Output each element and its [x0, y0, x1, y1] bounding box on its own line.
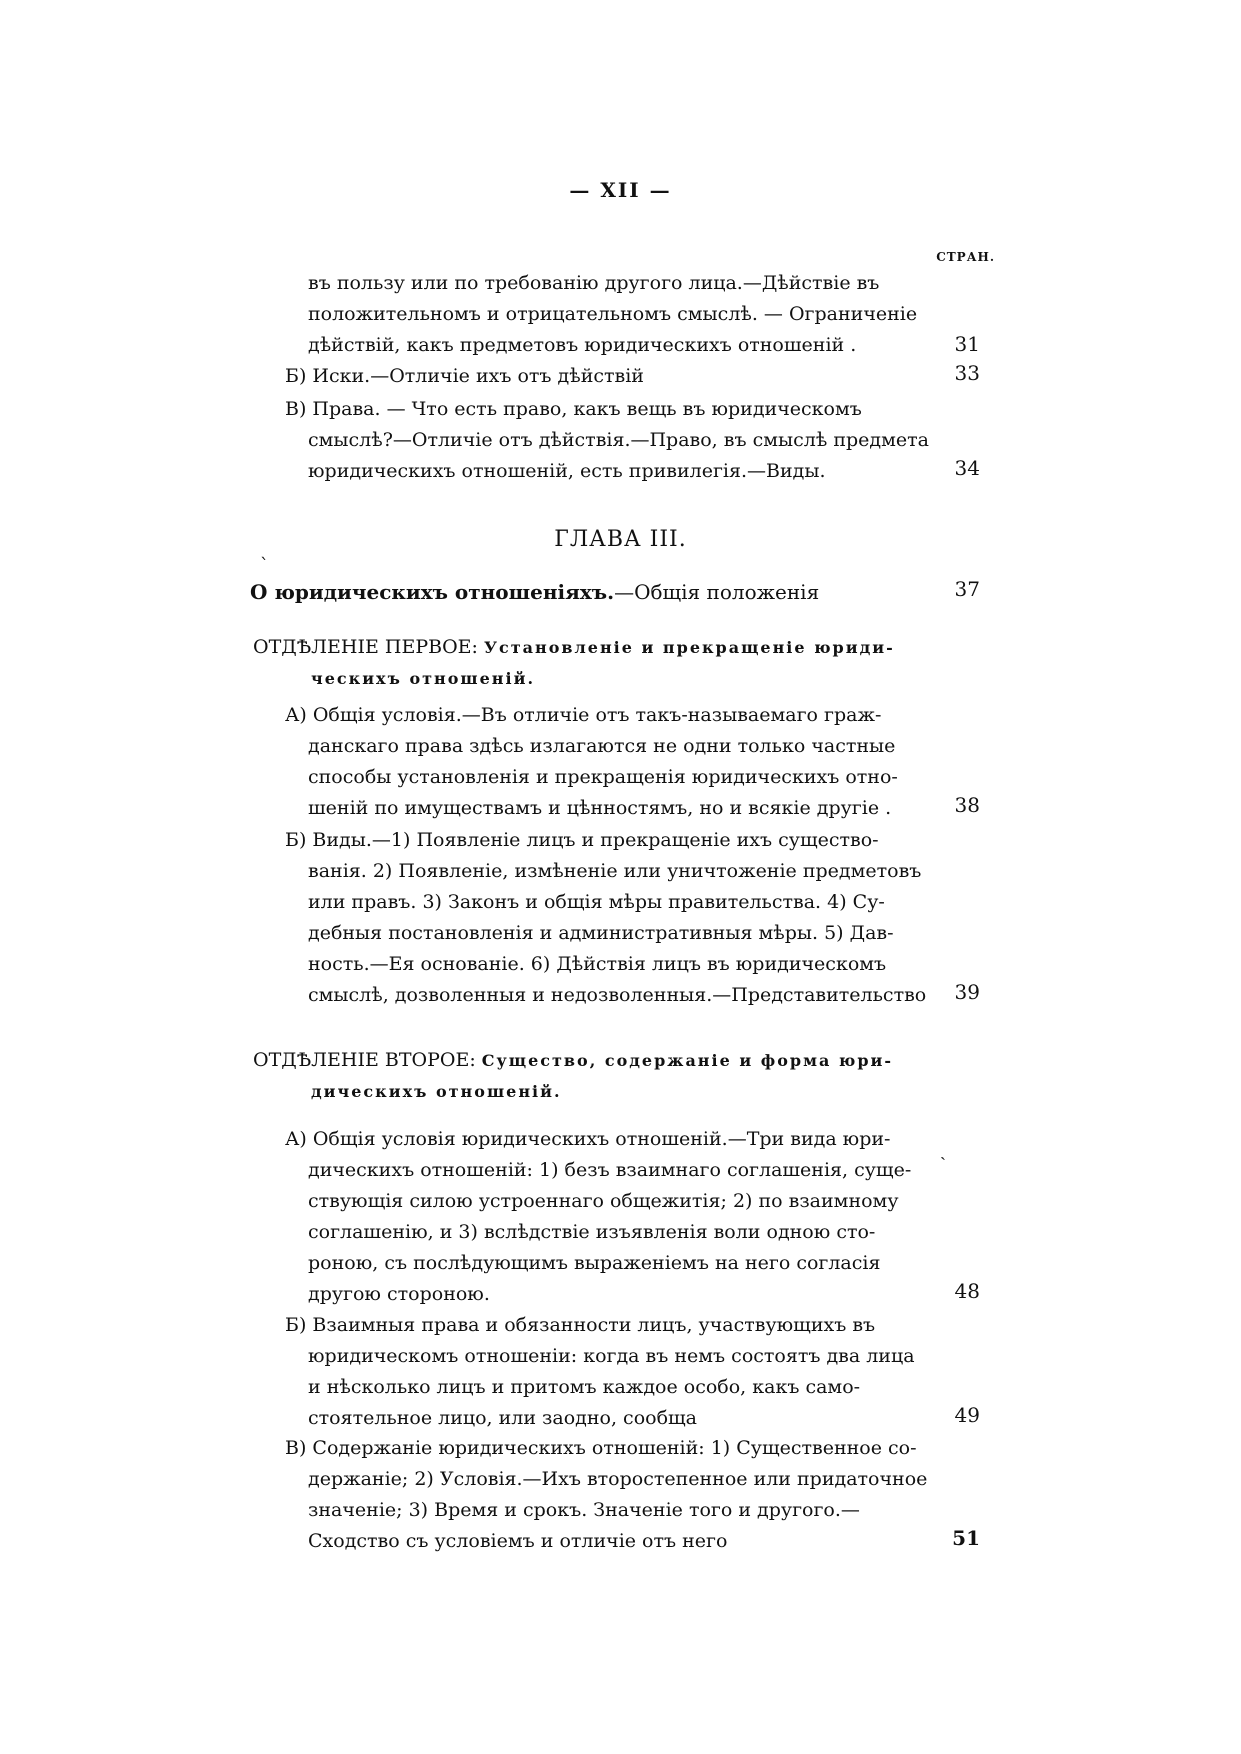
toc-line: Сходство съ условіемъ и отличіе отъ него	[308, 1530, 728, 1552]
department-title-line: ческихъ отношеній.	[311, 669, 536, 688]
toc-line: ность.—Ея основаніе. 6) Дѣйствія лицъ въ юридическомъ	[308, 953, 887, 975]
department-one-heading	[253, 632, 893, 694]
toc-line: способы установленія и прекращенія юридическихъ отно-	[308, 766, 898, 788]
toc-line: роною, съ послѣдующимъ выраженіемъ на него согласія	[308, 1252, 881, 1274]
page-number: 33	[954, 361, 980, 385]
toc-line: А) Общія условія.—Въ отличіе отъ такъ-называемаго граж-	[285, 704, 882, 726]
print-speck: ˏ	[940, 1140, 946, 1161]
toc-line: и нѣсколько лицъ и притомъ каждое особо, какъ само-	[308, 1376, 861, 1398]
page-number: 38	[954, 793, 980, 817]
department-title-line: Установленіе и прекращеніе юриди-	[483, 638, 895, 657]
toc-line: В) Права. — Что есть право, какъ вещь въ юридическомъ	[285, 398, 862, 420]
page-number: 31	[954, 332, 980, 356]
page-number: 49	[954, 1403, 980, 1427]
toc-line: юридическихъ отношеній, есть привилегія.—Виды.	[308, 460, 826, 482]
toc-line: смыслѣ?—Отличіе отъ дѣйствія.—Право, въ смыслѣ предмета	[308, 429, 929, 451]
toc-entry-a-general	[285, 700, 898, 824]
intro-rest: —Общія положенія	[614, 580, 820, 604]
toc-line: другою стороною.	[308, 1283, 490, 1305]
toc-line: ванія. 2) Появленіе, измѣненіе или уничтоженіе предметовъ	[308, 860, 922, 882]
toc-line: данскаго права здѣсь излагаются не одни только частные	[308, 735, 896, 757]
toc-entry-v-rights	[285, 394, 929, 487]
page-column-label: СТРАН.	[936, 250, 995, 264]
department-label: ОТДѢЛЕНІЕ ПЕРВОЕ:	[253, 636, 478, 658]
toc-entry-b-types	[285, 825, 927, 1011]
toc-line: дическихъ отношеній: 1) безъ взаимнаго соглашенія, суще-	[308, 1159, 912, 1181]
running-head: — XII —	[569, 178, 672, 202]
toc-line: положительномъ и отрицательномъ смыслѣ. — Ограниченіе	[308, 303, 918, 325]
toc-entry-continuation	[308, 268, 918, 361]
toc-line: ствующія силою устроеннаго общежитія; 2) по взаимному	[308, 1190, 899, 1212]
toc-line: дѣйствій, какъ предметовъ юридическихъ отношеній .	[308, 334, 857, 356]
toc-entry-a-conditions	[285, 1124, 912, 1310]
print-speck: ˋ	[260, 555, 269, 576]
toc-line: держаніе; 2) Условія.—Ихъ второстепенное или придаточное	[308, 1468, 928, 1490]
page-number: 34	[954, 456, 980, 480]
department-label: ОТДѢЛЕНІЕ ВТОРОЕ:	[253, 1049, 476, 1071]
toc-line: Б) Виды.—1) Появленіе лицъ и прекращеніе ихъ существо-	[285, 829, 879, 851]
department-two-heading	[253, 1045, 893, 1107]
toc-entry-b-mutual-rights	[285, 1310, 915, 1434]
page-number: 39	[954, 980, 980, 1004]
toc-entry-b-claims	[285, 361, 865, 392]
toc-line: А) Общія условія юридическихъ отношеній.—Три вида юри-	[285, 1128, 891, 1150]
intro-bold-title: О юридическихъ отношеніяхъ.	[250, 580, 615, 604]
toc-line: Б) Иски.—Отличіе ихъ отъ дѣйствій	[285, 365, 644, 387]
department-title-line: Существо, содержаніе и форма юри-	[481, 1051, 894, 1070]
toc-line: въ пользу или по требованію другого лица.—Дѣйствіе въ	[308, 272, 880, 294]
toc-line: дебныя постановленія и административныя мѣры. 5) Дав-	[308, 922, 894, 944]
toc-entry-v-content	[285, 1433, 928, 1557]
toc-line: смыслѣ, дозволенныя и недозволенныя.—Представительство	[308, 984, 927, 1006]
toc-line: Б) Взаимныя права и обязанности лицъ, участвующихъ въ	[285, 1314, 876, 1336]
toc-entry-intro	[250, 577, 890, 608]
toc-line: соглашенію, и 3) вслѣдствіе изъявленія воли одною сто-	[308, 1221, 876, 1243]
chapter-title: ГЛАВА III.	[554, 527, 687, 552]
toc-line: юридическомъ отношеніи: когда въ немъ состоятъ два лица	[308, 1345, 915, 1367]
toc-line: стоятельное лицо, или заодно, сообща	[308, 1407, 697, 1429]
toc-line: значеніе; 3) Время и срокъ. Значеніе того и другого.—	[308, 1499, 860, 1521]
page-number: 48	[954, 1279, 980, 1303]
toc-line: В) Содержаніе юридическихъ отношеній: 1) Существенное со-	[285, 1437, 917, 1459]
page-number: 51	[952, 1526, 980, 1550]
toc-line: шеній по имуществамъ и цѣнностямъ, но и всякіе другіе .	[308, 797, 892, 819]
page-number: 37	[954, 577, 980, 601]
department-title-line: дическихъ отношеній.	[311, 1082, 562, 1101]
toc-line: или правъ. 3) Законъ и общія мѣры правительства. 4) Су-	[308, 891, 885, 913]
